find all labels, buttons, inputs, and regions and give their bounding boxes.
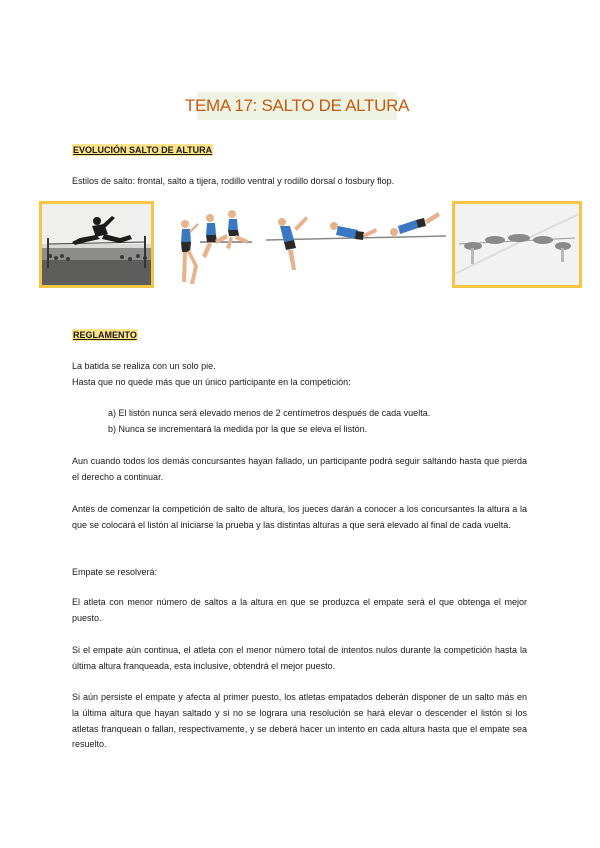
frontal-jump-photo <box>39 201 154 288</box>
fosbury-flop-photo <box>452 201 582 288</box>
paragraph-persiste-empate: Si aún persiste el empate y afecta al primer puesto, los atletas empatados deberán disponer de un salto más en la última altura que hayan saltado y si no se lograra una resolución se hará elevar o descender el listón si los atletas franquean o fallan, respectivamente, y se deberá hacer un intento en cada altura hasta que el empate sea resuelto. <box>72 692 527 750</box>
scissors-jump-figures <box>170 204 252 290</box>
paragraph-intentos-nulos: Si el empate aún continua, el atleta con el menor número total de intentos nulos durante la competición hasta la última altura franqueada, esta inclusive, obtendrá el mejor puesto. <box>72 645 527 671</box>
estilos-text: Estilos de salto: frontal, salto a tijera, rodillo ventral y rodillo dorsal o fosbury flop. <box>72 176 395 186</box>
empate-text: Empate se resolverá: <box>72 567 158 577</box>
list-item: b) Nunca se incrementará la medida por la que se eleva el listón. <box>108 424 368 434</box>
reglamento-heading: REGLAMENTO <box>73 330 137 340</box>
roll-jump-figures <box>266 208 446 280</box>
paragraph-menor-saltos: El atleta con menor número de saltos a la altura en que se produzca el empate será el que obtenga el mejor puesto. <box>72 597 527 623</box>
batida-text: La batida se realiza con un solo pie. <box>72 361 216 371</box>
paragraph-concursantes: Aun cuando todos los demás concursantes hayan fallado, un participante podrá seguir saltando hasta que pierda el derecho a continuar. <box>72 456 527 482</box>
page-title: TEMA 17: SALTO DE ALTURA <box>197 92 397 120</box>
participante-text: Hasta que no quede más que un único participante en la competición: <box>72 377 351 387</box>
evolucion-heading: EVOLUCIÓN SALTO DE ALTURA <box>73 145 213 155</box>
paragraph-jueces: Antes de comenzar la competición de salto de altura, los jueces darán a conocer a los concursantes la altura a la que se colocará el listón al iniciarse la prueba y las distintas alturas a que será elevado al final de cada vuelta. <box>72 504 527 530</box>
frontal-jump-picture <box>42 204 151 285</box>
fosbury-flop-picture <box>455 204 579 285</box>
list-item: a) El listón nunca será elevado menos de 2 centímetros después de cada vuelta. <box>108 408 431 418</box>
